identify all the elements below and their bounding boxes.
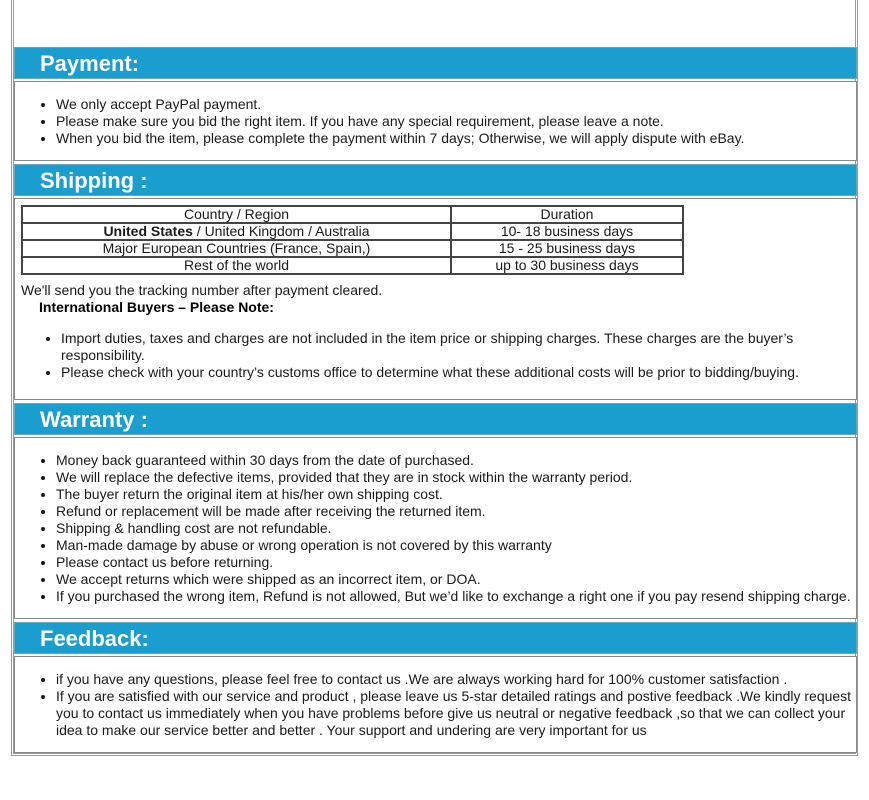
- shipping-title: Shipping :: [40, 168, 148, 193]
- warranty-list: [15, 438, 856, 605]
- feedback-box: [14, 656, 857, 753]
- shipping-box: [14, 198, 857, 400]
- feedback-title: Feedback:: [40, 626, 149, 651]
- feedback-header: [14, 622, 857, 654]
- list-item: • We only accept PayPal payment.: [56, 96, 856, 113]
- list-item: • We accept returns which were shipped as an incorrect item, or DOA.: [56, 571, 856, 588]
- list-item: • Refund or replacement will be made after receiving the returned item.: [56, 503, 856, 520]
- warranty-box: [14, 437, 857, 619]
- warranty-title: Warranty :: [40, 407, 148, 432]
- international-buyers-heading: International Buyers – Please Note:: [39, 299, 274, 315]
- table-cell-duration: 10- 18 business days: [451, 223, 683, 240]
- region-text: Rest of the world: [183, 257, 290, 273]
- list-item: • Please make sure you bid the right item. If you have any special requirement, please leave a note.: [56, 113, 856, 130]
- table-row: [22, 223, 683, 240]
- table-header-cell: Duration: [451, 206, 683, 223]
- feedback-list: [15, 657, 856, 739]
- list-item: • If you purchased the wrong item, Refund is not allowed, But we’d like to exchange a right one if you pay resend shipping charge.: [56, 588, 856, 605]
- payment-title: Payment:: [40, 51, 140, 76]
- list-item: • Import duties, taxes and charges are not included in the item price or shipping charges. These charges are the buyer’s responsibility.: [61, 330, 861, 364]
- payment-list: [15, 82, 856, 147]
- table-cell-duration: up to 30 business days: [451, 257, 683, 274]
- shipping-table: [21, 205, 684, 275]
- list-item: • Please contact us before returning.: [56, 554, 856, 571]
- table-row: [22, 240, 683, 257]
- payment-box: [14, 81, 857, 161]
- table-header-cell: Country / Region: [22, 206, 451, 223]
- table-cell-duration: 15 - 25 business days: [451, 240, 683, 257]
- list-item: • When you bid the item, please complete the payment within 7 days; Otherwise, we will apply dispute with eBay.: [56, 130, 856, 147]
- table-cell-region: [22, 240, 451, 257]
- tracking-note: We'll send you the tracking number after payment cleared.: [21, 282, 383, 298]
- list-item: • The buyer return the original item at his/her own shipping cost.: [56, 486, 856, 503]
- list-item: • if you have any questions, please feel free to contact us .We are always working hard for 100% customer satisfaction .: [56, 671, 852, 688]
- region-text: / United Kingdom / Australia: [192, 223, 370, 239]
- shipping-notes-list: [15, 330, 861, 381]
- region-text: Major European Countries (France, Spain,): [102, 240, 371, 256]
- table-row: [22, 257, 683, 274]
- payment-header: [14, 47, 857, 79]
- table-header-row: [22, 206, 683, 223]
- table-cell-region: [22, 223, 451, 240]
- shipping-header: [14, 164, 857, 196]
- list-item: • Money back guaranteed within 30 days from the date of purchased.: [56, 452, 856, 469]
- list-item: • If you are satisfied with our service and product , please leave us 5-star detailed ratings and postive feedback .We kindly request you to contact us immediately when you have problems before give us neutral or negative feedback ,so that we can collect your idea to make our service better and better . Your support and undering are very important for us: [56, 688, 852, 739]
- list-item: • Man-made damage by abuse or wrong operation is not covered by this warranty: [56, 537, 856, 554]
- region-bold: United States: [103, 223, 193, 239]
- warranty-header: [14, 403, 857, 435]
- list-item: • Shipping & handling cost are not refundable.: [56, 520, 856, 537]
- list-item: • We will replace the defective items, provided that they are in stock within the warranty period.: [56, 469, 856, 486]
- table-cell-region: [22, 257, 451, 274]
- list-item: • Please check with your country’s customs office to determine what these additional costs will be prior to bidding/buying.: [61, 364, 861, 381]
